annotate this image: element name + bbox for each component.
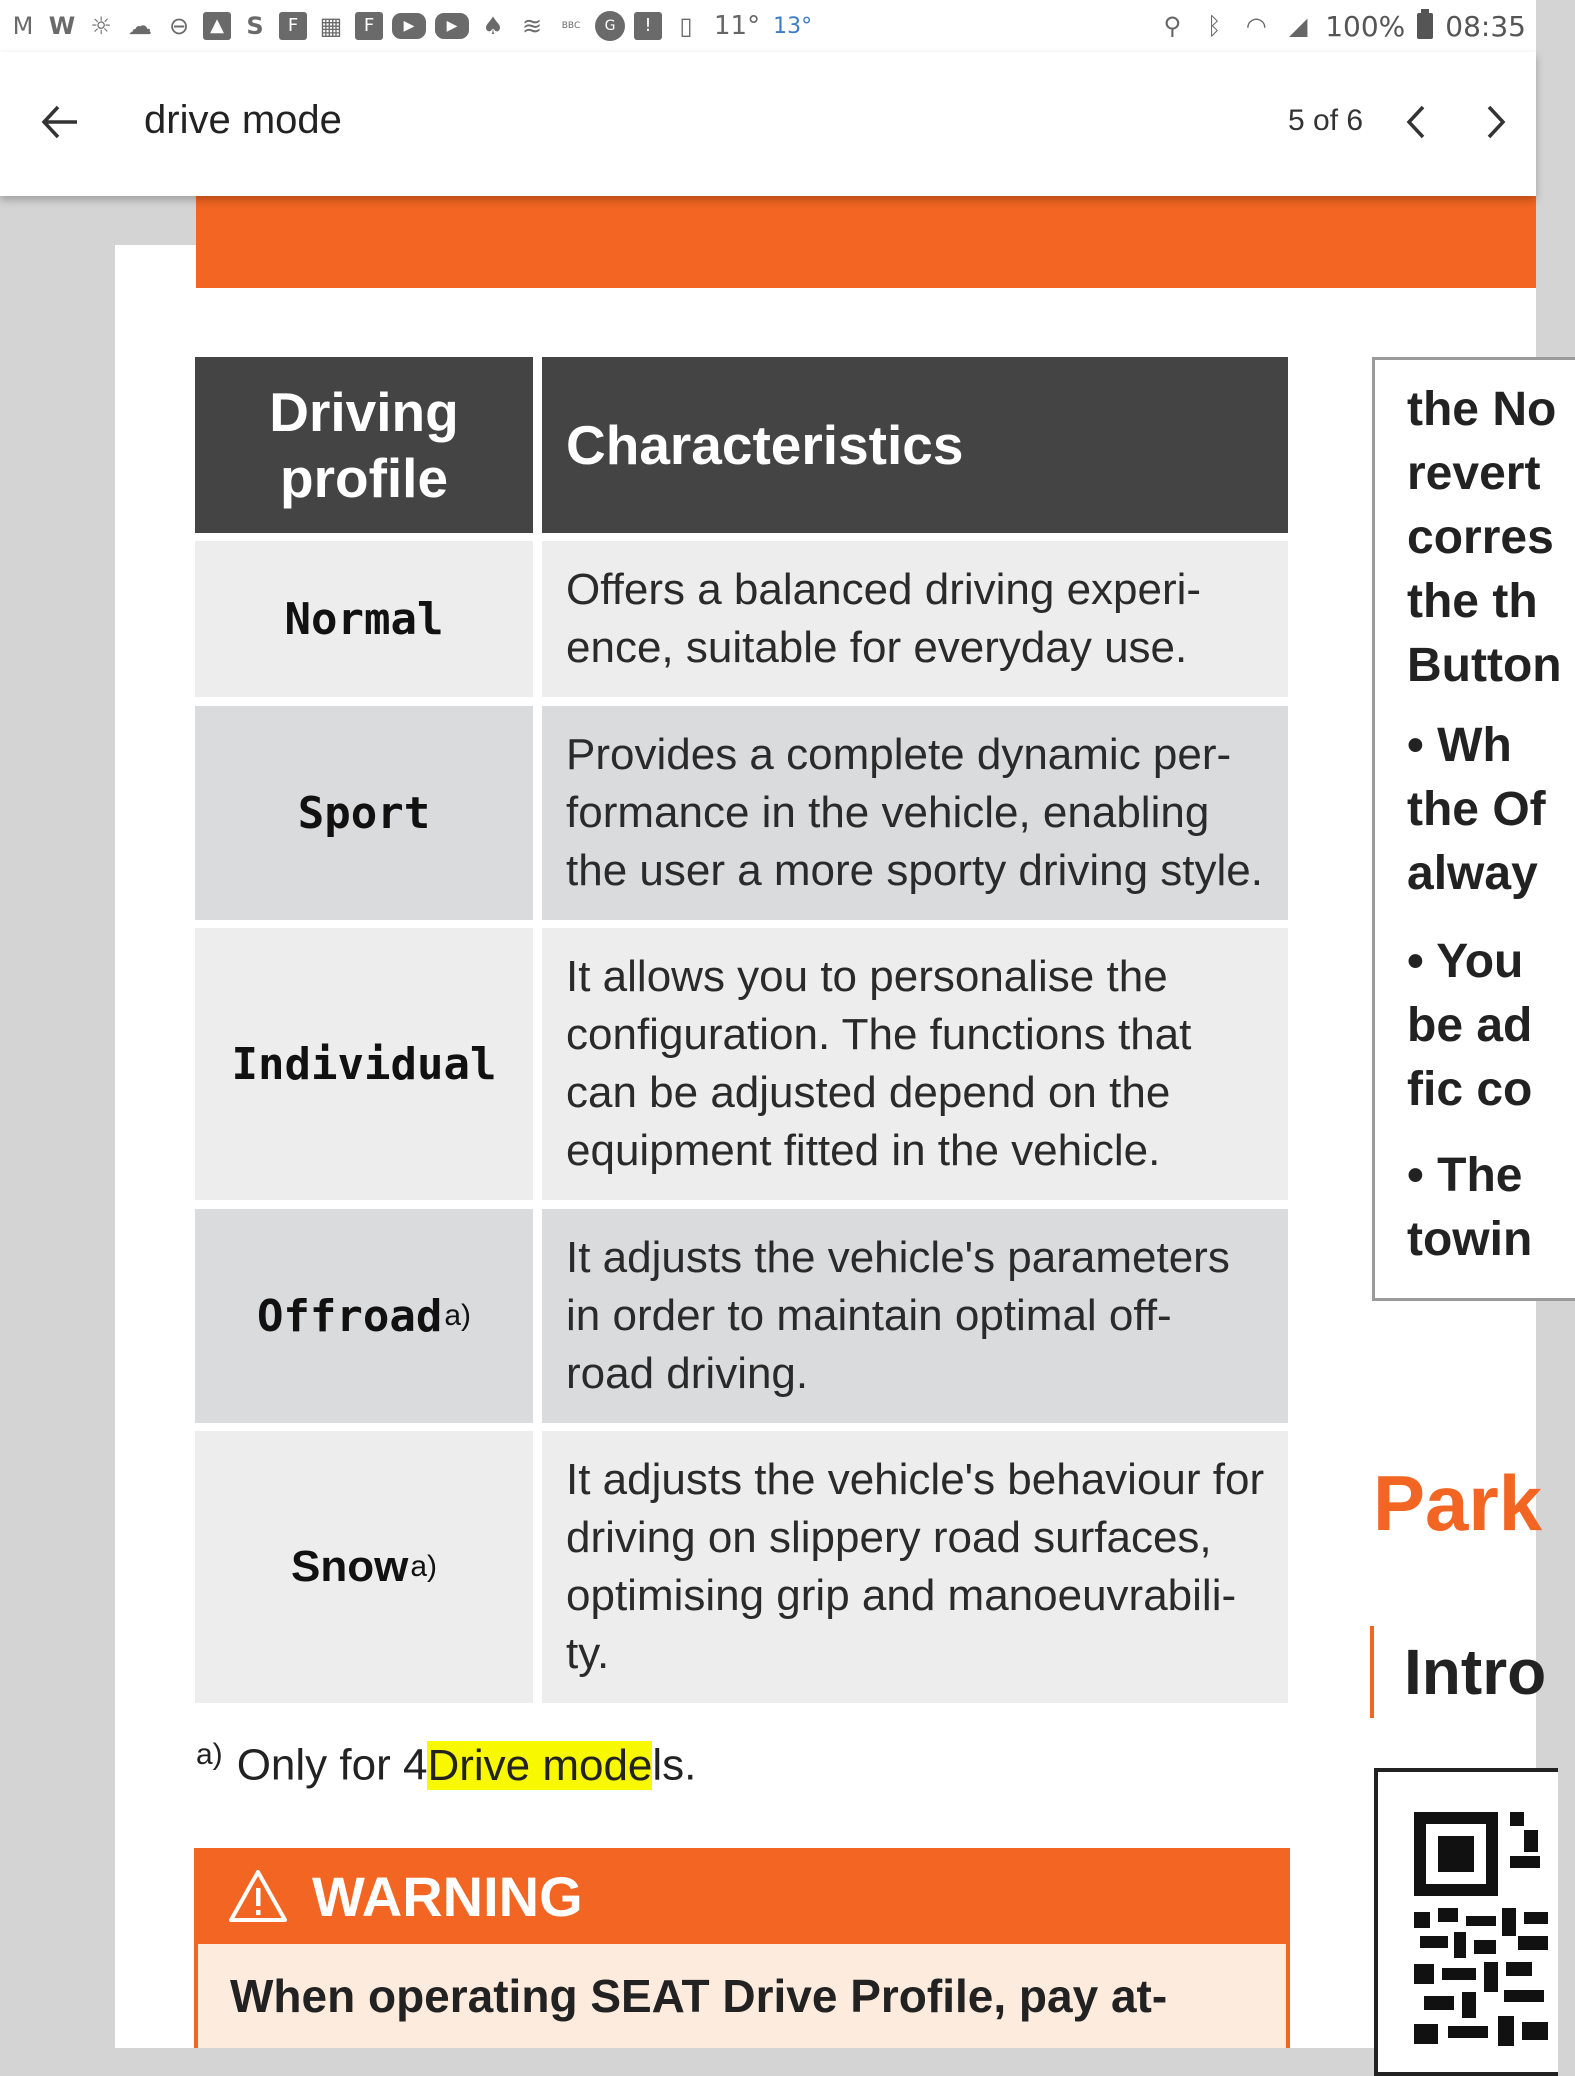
profile-cell-normal bbox=[195, 541, 533, 697]
flipboard-icon: F bbox=[279, 12, 307, 40]
chevron-right-icon bbox=[1481, 102, 1511, 142]
footnote-text: Only for 4 bbox=[236, 1740, 428, 1790]
note-line: the No bbox=[1407, 383, 1557, 436]
description-line: can be adjusted depend on the bbox=[566, 1068, 1171, 1117]
note-line: • Wh bbox=[1407, 719, 1512, 772]
g-app-icon: G bbox=[595, 11, 625, 41]
footnote bbox=[196, 1738, 696, 1791]
youtube-icon-2: ▶ bbox=[435, 13, 469, 39]
bluetooth-icon: ᛒ bbox=[1207, 12, 1222, 40]
warning-body bbox=[194, 1944, 1290, 2048]
warning-text: When operating SEAT Drive Profile, pay at- bbox=[230, 1970, 1168, 2022]
weather-icon: ☼ bbox=[90, 12, 112, 40]
footnote-mark: a) bbox=[196, 1738, 223, 1771]
description-line: ty. bbox=[566, 1629, 610, 1678]
status-bar bbox=[0, 0, 1536, 52]
table-header-profile: Driving profile bbox=[195, 357, 533, 533]
previous-match-button[interactable] bbox=[1388, 94, 1444, 150]
warning-header bbox=[194, 1848, 1290, 1944]
note-line: the Of bbox=[1407, 783, 1546, 836]
weather-temp: 11° bbox=[714, 11, 761, 41]
profile-cell-snow bbox=[195, 1431, 533, 1703]
profile-cell-individual bbox=[195, 928, 533, 1200]
profile-name: Individual bbox=[231, 1038, 497, 1090]
message-icon: ! bbox=[634, 12, 662, 40]
wifi-icon: ◠ bbox=[1245, 12, 1267, 40]
note-line: • You bbox=[1407, 935, 1524, 988]
description-line: Provides a complete dynamic per- bbox=[566, 730, 1232, 779]
description-line: driving on slippery road surfaces, bbox=[566, 1513, 1212, 1562]
description-line: road driving. bbox=[566, 1349, 809, 1398]
profile-name: Sport bbox=[297, 787, 431, 839]
w-app-icon: W bbox=[48, 12, 76, 40]
description-line: It adjusts the vehicle's behaviour for bbox=[566, 1455, 1265, 1504]
find-in-document-bar bbox=[0, 52, 1536, 196]
description-cell bbox=[542, 706, 1288, 920]
flipboard-icon-2: F bbox=[355, 12, 383, 40]
clock: 08:35 bbox=[1445, 9, 1526, 43]
description-cell bbox=[542, 928, 1288, 1200]
battery-percent: 100% bbox=[1325, 9, 1406, 43]
location-icon: ⚲ bbox=[1163, 12, 1182, 40]
description-line: formance in the vehicle, enabling bbox=[566, 788, 1210, 837]
footnote-text-end: ls. bbox=[652, 1740, 697, 1790]
note-line: the th bbox=[1407, 575, 1538, 628]
profile-name: Normal bbox=[284, 593, 444, 645]
back-arrow-icon[interactable] bbox=[30, 92, 90, 152]
image-icon: ▲ bbox=[203, 12, 231, 40]
signal-icon: ◢ bbox=[1289, 12, 1308, 40]
footnote-marker: a) bbox=[410, 1550, 437, 1583]
description-cell bbox=[542, 1431, 1288, 1703]
weather-temp-alt: 13° bbox=[773, 13, 813, 39]
description-line: the user a more sporty driving style. bbox=[566, 846, 1263, 895]
profile-name: Offroad bbox=[256, 1290, 443, 1342]
gmail-icon: M bbox=[12, 12, 34, 40]
subsection-heading-intro: Intro bbox=[1370, 1626, 1546, 1718]
profile-cell-offroad bbox=[195, 1209, 533, 1423]
note-line: • The bbox=[1407, 1149, 1523, 1202]
note-line: corres bbox=[1407, 511, 1554, 564]
note-line: Button bbox=[1407, 639, 1562, 692]
search-query[interactable]: drive mode bbox=[144, 98, 342, 142]
phone-icon: ▯ bbox=[679, 12, 693, 40]
next-match-button[interactable] bbox=[1468, 94, 1524, 150]
description-line: It adjusts the vehicle's parameters bbox=[566, 1233, 1230, 1282]
section-heading-park: Park bbox=[1373, 1459, 1543, 1547]
description-line: equipment fitted in the vehicle. bbox=[566, 1126, 1161, 1175]
dollar-icon: S bbox=[246, 12, 264, 40]
bbc-news-icon: BBC bbox=[561, 20, 581, 31]
bell-icon: ♠ bbox=[482, 12, 504, 40]
note-line: towin bbox=[1407, 1213, 1533, 1266]
note-line: be ad bbox=[1407, 999, 1533, 1052]
calendar-icon: ▦ bbox=[319, 12, 343, 40]
layers-icon: ≋ bbox=[521, 12, 543, 40]
description-line: in order to maintain optimal off- bbox=[566, 1291, 1172, 1340]
description-line: configuration. The functions that bbox=[566, 1010, 1192, 1059]
description-line: optimising grip and manoeuvrabili- bbox=[566, 1571, 1237, 1620]
qr-code-icon bbox=[1414, 1812, 1554, 2052]
note-line: alway bbox=[1407, 847, 1538, 900]
description-line: Offers a balanced driving experi- bbox=[566, 565, 1202, 614]
do-not-disturb-icon: ⊖ bbox=[168, 12, 190, 40]
description-line: It allows you to personalise the bbox=[566, 952, 1168, 1001]
qr-code-frame bbox=[1374, 1768, 1558, 2076]
table-header-characteristics: Characteristics bbox=[542, 357, 1288, 533]
youtube-icon: ▶ bbox=[392, 13, 426, 39]
profile-cell-sport bbox=[195, 706, 533, 920]
note-line: revert bbox=[1407, 447, 1541, 500]
description-line: ence, suitable for everyday use. bbox=[566, 623, 1188, 672]
chevron-left-icon bbox=[1401, 102, 1431, 142]
profile-name: Snow bbox=[290, 1542, 409, 1591]
orange-header-band bbox=[196, 196, 1536, 288]
warning-title: WARNING bbox=[312, 1864, 583, 1928]
description-cell bbox=[542, 1209, 1288, 1423]
note-line: fic co bbox=[1407, 1063, 1533, 1116]
note-box bbox=[1372, 357, 1575, 1301]
search-highlight: Drive mode bbox=[427, 1740, 653, 1790]
warning-triangle-icon bbox=[228, 1868, 288, 1924]
battery-icon bbox=[1417, 13, 1433, 39]
footnote-marker: a) bbox=[444, 1299, 472, 1332]
cloud-icon: ☁ bbox=[128, 12, 152, 40]
match-count: 5 of 6 bbox=[1288, 104, 1364, 137]
description-cell bbox=[542, 541, 1288, 697]
